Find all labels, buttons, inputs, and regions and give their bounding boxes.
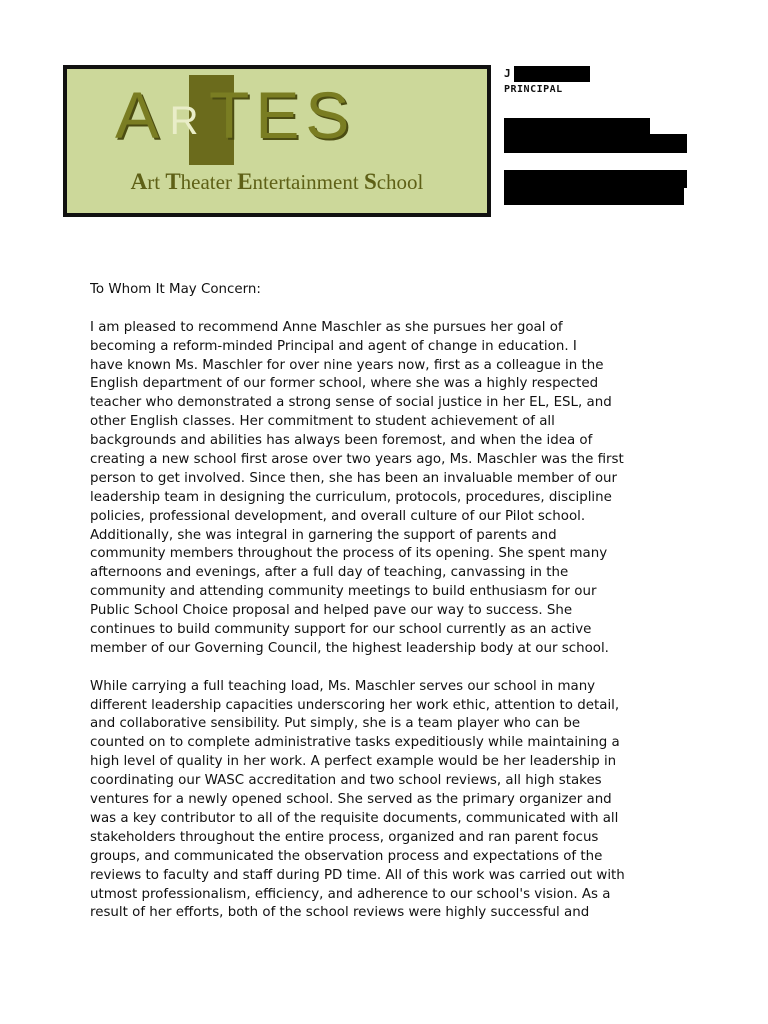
paragraph-line: coordinating our WASC accreditation and two school reviews, all high stakes: [90, 773, 602, 789]
paragraph-line: other English classes. Her commitment to student achievement of all: [90, 414, 555, 430]
logo-wordmark: [115, 75, 475, 155]
paragraph-line: While carrying a full teaching load, Ms. Maschler serves our school in many: [90, 678, 596, 694]
paragraph-line: community members throughout the process of its opening. She spent many: [90, 546, 608, 562]
paragraph-2: [90, 678, 680, 924]
redaction-bar-contact-1: [504, 170, 687, 188]
paragraph-line: person to get involved. Since then, she has been an invaluable member of our: [90, 470, 618, 486]
redaction-bar-contact-2: [504, 188, 684, 205]
logo-tagline: Art Theater Entertainment School: [130, 169, 424, 194]
paragraph-line: creating a new school first arose over two years ago, Ms. Maschler was the first: [90, 452, 624, 468]
logo-letter-a: A: [115, 78, 166, 152]
paragraph-line: result of her efforts, both of the school reviews were highly successful and: [90, 905, 590, 921]
paragraph-line: ventures for a newly opened school. She served as the primary organizer and: [90, 792, 612, 808]
paragraph-line: high level of quality in her work. A perfect example would be her leadership in: [90, 754, 617, 770]
paragraph-line: reviews to faculty and staff during PD time. All of this work was carried out with: [90, 867, 625, 883]
logo-letters-tes: TES: [209, 78, 356, 152]
redaction-bar-address-1: [504, 118, 650, 134]
paragraph-line: backgrounds and abilities has always been foremost, and when the idea of: [90, 433, 593, 449]
salutation: To Whom It May Concern:: [90, 282, 261, 297]
paragraph-line: leadership team in designing the curriculum, protocols, procedures, discipline: [90, 489, 612, 505]
paragraph-line: groups, and communicated the observation process and expectations of the: [90, 848, 603, 864]
paragraph-line: Additionally, she was integral in garnering the support of parents and: [90, 527, 557, 543]
paragraph-line: and collaborative sensibility. Put simply, she is a team player who can be: [90, 716, 581, 732]
paragraph-1: [90, 319, 680, 659]
paragraph-line: was a key contributor to all of the requisite documents, communicated with all: [90, 810, 619, 826]
paragraph-line: stakeholders throughout the entire process, organized and ran parent focus: [90, 829, 599, 845]
paragraph-line: continues to build community support for our school currently as an active: [90, 622, 592, 638]
paragraph-line: different leadership capacities underscoring her work ethic, attention to detail,: [90, 697, 620, 713]
redaction-bar-name: [514, 66, 590, 82]
redaction-bar-address-2: [504, 134, 687, 153]
letter-body: [90, 281, 680, 923]
paragraph-line: counted on to complete administrative tasks expeditiously while maintaining a: [90, 735, 620, 751]
paragraph-line: afternoons and evenings, after a full day of teaching, canvassing in the: [90, 565, 569, 581]
paragraph-line: policies, professional development, and overall culture of our Pilot school.: [90, 508, 586, 524]
paragraph-line: utmost professionalism, efficiency, and adherence to our school's vision. As a: [90, 886, 611, 902]
paragraph-line: teacher who demonstrated a strong sense of social justice in her EL, ESL, and: [90, 395, 612, 411]
logo-letter-r: R: [169, 99, 205, 143]
paragraph-line: becoming a reform-minded Principal and agent of change in education. I: [90, 338, 577, 354]
principal-title: PRINCIPAL: [504, 84, 563, 95]
paragraph-line: English department of our former school, where she was a highly respected: [90, 376, 599, 392]
paragraph-line: I am pleased to recommend Anne Maschler as she pursues her goal of: [90, 319, 563, 335]
paragraph-line: member of our Governing Council, the highest leadership body at our school.: [90, 640, 609, 656]
letter-paragraphs: [90, 319, 680, 924]
school-logo: [63, 65, 491, 217]
paragraph-line: Public School Choice proposal and helped pave our way to success. She: [90, 603, 573, 619]
paragraph-line: community and attending community meetings to build enthusiasm for our: [90, 584, 597, 600]
principal-name: J: [504, 67, 511, 80]
paragraph-line: have known Ms. Maschler for over nine years now, first as a colleague in the: [90, 357, 604, 373]
